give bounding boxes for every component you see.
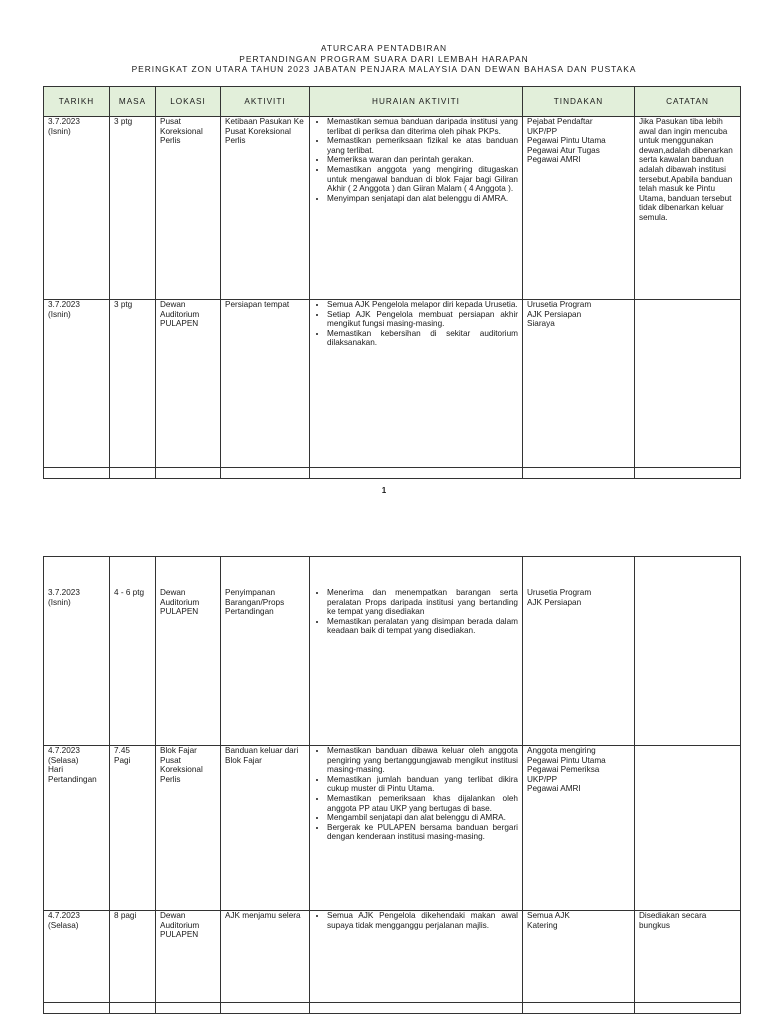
cell-catatan [635, 300, 741, 468]
list-item: • Setiap AJK Pengelola membuat persiapan akhir mengikut fungsi masing-masing. [327, 310, 518, 329]
cell-huraian [310, 117, 523, 300]
list-item: • Memastikan semua banduan daripada institusi yang terlibat di periksa dan diterima oleh pihak PKPs. [327, 117, 518, 136]
document-title-block [0, 43, 768, 75]
cell-masa: 7.45 Pagi [110, 746, 156, 911]
table-row-empty [44, 1003, 741, 1014]
table-row [44, 911, 741, 1003]
cell-aktiviti: Penyimpanan Barangan/Props Pertandingan [221, 557, 310, 746]
cell-lokasi: Dewan Auditorium PULAPEN [156, 557, 221, 746]
list-item: • Mengambil senjatapi dan alat belenggu di AMRA. [327, 813, 518, 823]
huraian-list [314, 588, 518, 636]
table-row-empty [44, 468, 741, 479]
header-lokasi: LOKASI [156, 87, 221, 117]
page-number: 1 [381, 486, 387, 495]
table-row [44, 557, 741, 746]
header-tarikh: TARIKH [44, 87, 110, 117]
cell-masa: 8 pagi [110, 911, 156, 1003]
header-tindakan: TINDAKAN [523, 87, 635, 117]
cell-tindakan: Pejabat Pendaftar UKP/PP Pegawai Pintu Utama Pegawai Atur Tugas Pegawai AMRI [523, 117, 635, 300]
list-item: • Menerima dan menempatkan barangan serta peralatan Props daripada institusi yang bertanding ke tempat yang disediakan [327, 588, 518, 617]
huraian-list [314, 911, 518, 930]
table-row [44, 117, 741, 300]
cell-huraian [310, 746, 523, 911]
cell-masa: 4 - 6 ptg [110, 557, 156, 746]
cell-tindakan: Anggota mengiring Pegawai Pintu Utama Pegawai Pemeriksa UKP/PP Pegawai AMRI [523, 746, 635, 911]
agenda-table-page-1 [43, 86, 741, 479]
cell-tarikh: 3.7.2023 (Isnin) [44, 557, 110, 746]
cell-masa: 3 ptg [110, 300, 156, 468]
cell-tarikh: 3.7.2023 (Isnin) [44, 300, 110, 468]
list-item: • Bergerak ke PULAPEN bersama banduan bergari dengan kenderaan institusi masing-masing. [327, 823, 518, 842]
list-item: • Memastikan banduan dibawa keluar oleh anggota pengiring yang bertanggungjawab mengikut institusi masing-masing. [327, 746, 518, 775]
cell-lokasi: Dewan Auditorium PULAPEN [156, 300, 221, 468]
cell-aktiviti: AJK menjamu selera [221, 911, 310, 1003]
header-huraian-aktiviti: HURAIAN AKTIVITI [310, 87, 523, 117]
cell-huraian [310, 300, 523, 468]
cell-tarikh: 4.7.2023 (Selasa) [44, 911, 110, 1003]
huraian-list [314, 117, 518, 203]
list-item: • Memastikan kebersihan di sekitar auditorium dilaksanakan. [327, 329, 518, 348]
cell-aktiviti: Persiapan tempat [221, 300, 310, 468]
cell-tarikh: 3.7.2023 (Isnin) [44, 117, 110, 300]
cell-catatan: Disediakan secara bungkus [635, 911, 741, 1003]
cell-tarikh: 4.7.2023 (Selasa) Hari Pertandingan [44, 746, 110, 911]
cell-catatan [635, 557, 741, 746]
cell-lokasi: Pusat Koreksional Perlis [156, 117, 221, 300]
huraian-list [314, 746, 518, 842]
table-header-row [44, 87, 741, 117]
cell-lokasi: Blok Fajar Pusat Koreksional Perlis [156, 746, 221, 911]
list-item: • Memastikan pemeriksaan fizikal ke atas banduan yang terlibat. [327, 136, 518, 155]
cell-tindakan: Semua AJK Katering [523, 911, 635, 1003]
cell-huraian [310, 911, 523, 1003]
header-catatan: CATATAN [635, 87, 741, 117]
cell-lokasi: Dewan Auditorium PULAPEN [156, 911, 221, 1003]
table-row [44, 300, 741, 468]
list-item: • Memastikan anggota yang mengiring ditugaskan untuk mengawal banduan di blok Fajar bagi Giliran Akhir ( 2 Anggota ) dan Giiran Malam ( 4 Anggota ). [327, 165, 518, 194]
list-item: • Memastikan peralatan yang disimpan berada dalam keadaan baik di tempat yang disediakan. [327, 617, 518, 636]
huraian-list [314, 300, 518, 348]
document-title: ATURCARA PENTADBIRAN [320, 43, 448, 53]
cell-tindakan: Urusetia Program AJK Persiapan [523, 557, 635, 746]
list-item: • Memastikan jumlah banduan yang terlibat dikira cukup muster di Pintu Utama. [327, 775, 518, 794]
cell-aktiviti: Banduan keluar dari Blok Fajar [221, 746, 310, 911]
cell-tindakan: Urusetia Program AJK Persiapan Siaraya [523, 300, 635, 468]
cell-aktiviti: Ketibaan Pasukan Ke Pusat Koreksional Perlis [221, 117, 310, 300]
list-item: • Semua AJK Pengelola melapor diri kepada Urusetia. [327, 300, 518, 310]
table-row [44, 746, 741, 911]
cell-catatan: Jika Pasukan tiba lebih awal dan ingin mencuba untuk menggunakan dewan,adalah dibenarkan serta kawalan banduan adalah dibawah institusi tersebut.Apabila banduan telah masuk ke Pintu Utama, banduan tersebut tidak dibenarkan keluar semula. [635, 117, 741, 300]
header-aktiviti: AKTIVITI [221, 87, 310, 117]
agenda-table-page-2 [43, 556, 741, 1014]
header-masa: MASA [110, 87, 156, 117]
cell-catatan [635, 746, 741, 911]
list-item: • Memeriksa waran dan perintah gerakan. [327, 155, 518, 165]
list-item: • Memastikan pemeriksaan khas dijalankan oleh anggota PP atau UKP yang bertugas di base. [327, 794, 518, 813]
program-name: PERTANDINGAN PROGRAM SUARA DARI LEMBAH HARAPAN [239, 53, 529, 64]
list-item: • Semua AJK Pengelola dikehendaki makan awal supaya tidak mengganggu perjalanan majlis. [327, 911, 518, 930]
program-level: PERINGKAT ZON UTARA TAHUN 2023 JABATAN PENJARA MALAYSIA DAN DEWAN BAHASA DAN PUSTAKA [131, 64, 637, 74]
cell-masa: 3 ptg [110, 117, 156, 300]
cell-huraian [310, 557, 523, 746]
list-item: • Menyimpan senjatapi dan alat belenggu di AMRA. [327, 194, 518, 204]
